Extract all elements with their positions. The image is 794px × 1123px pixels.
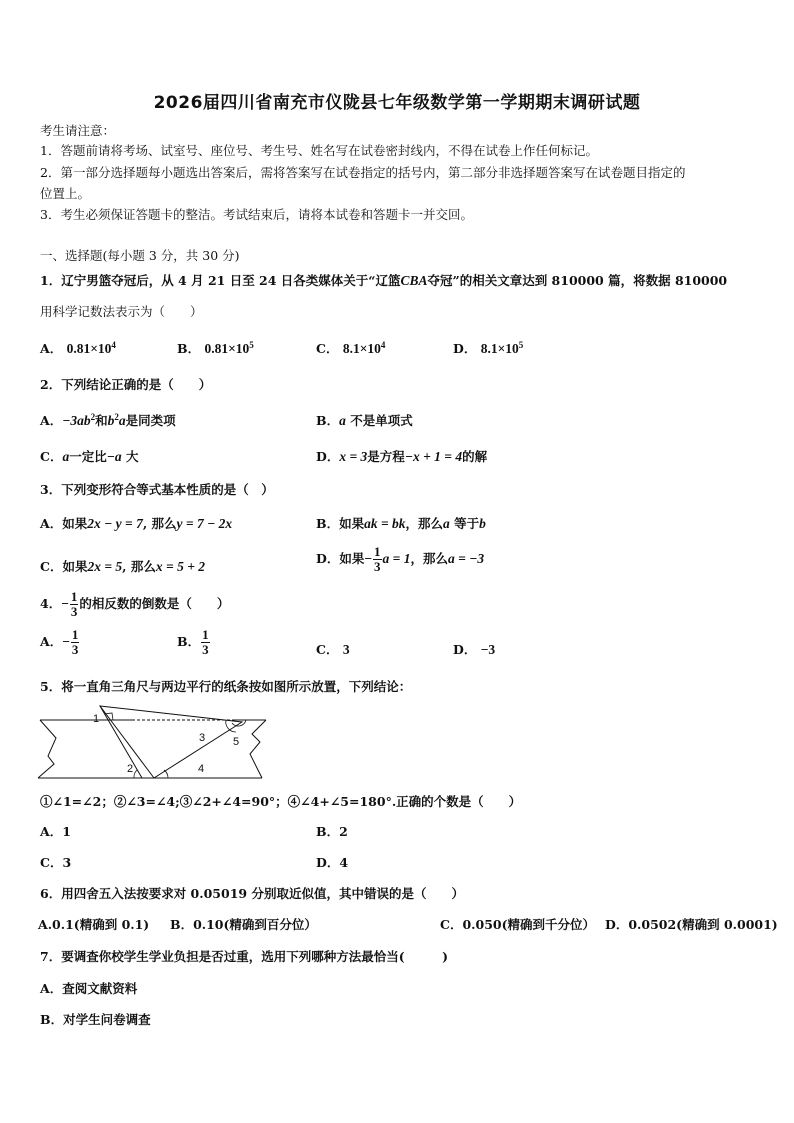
notice-item-3: 3．考生必须保证答题卡的整洁。考试结束后，请将本试卷和答题卡一并交回。	[40, 207, 473, 222]
q1-option-d[interactable]: D． $8.1\times 10^5$	[453, 339, 524, 356]
angle-label-1: 1	[93, 713, 100, 725]
q1-text-b: 夺冠”的相关文章达到 810000 篇，将数据 810000	[427, 273, 728, 288]
question-7-stem: 7．要调查你校学生学业负担是否过重，选用下列哪种方法最恰当( )	[40, 949, 449, 964]
q7-option-b[interactable]: B．对学生问卷调查	[40, 1012, 151, 1027]
notice-item-2-cont: 位置上。	[40, 186, 91, 201]
q5-option-c[interactable]: C．3	[40, 855, 72, 870]
set-square-leg	[100, 706, 142, 778]
strip-right-torn-edge	[250, 720, 266, 778]
q4-option-a[interactable]: A．− $\frac{1}{3}$	[40, 627, 79, 657]
section-heading: 一、选择题(每小题 3 分，共 30 分)	[40, 248, 240, 263]
q7-option-a[interactable]: A．查阅文献资料	[40, 981, 138, 996]
q5-option-b[interactable]: B．2	[316, 824, 348, 839]
notice-heading: 考生请注意：	[40, 123, 116, 138]
q4-option-d[interactable]: D． −3	[453, 642, 496, 657]
angle-label-4: 4	[198, 763, 205, 775]
q3-option-d[interactable]: D．如果− $\frac{1}{3}$ a = 1，那么a = −3	[316, 544, 485, 574]
q3-option-b[interactable]: B．如果ak = bk，那么a 等于b	[316, 516, 486, 531]
question-3-stem: 3．下列变形符合等式基本性质的是（ ）	[40, 482, 274, 497]
question-1-line-2: 用科学记数法表示为（ ）	[40, 304, 203, 319]
q2-option-b[interactable]: B．a 不是单项式	[316, 413, 413, 428]
q6-option-b[interactable]: B．0.10(精确到百分位）	[170, 917, 317, 932]
notice-item-2: 2．第一部分选择题每小题选出答案后，需将答案写在试卷指定的括号内，第二部分非选择题答案写在试卷题目指定的	[40, 165, 686, 180]
q1-math-cba: CBA	[400, 273, 428, 288]
q6-option-c[interactable]: C．0.050(精确到千分位）	[440, 917, 596, 932]
angle-arc-3	[226, 720, 236, 732]
q1-option-a[interactable]: A． $0.81\times 10^4$	[40, 339, 116, 356]
q2-option-c[interactable]: C．a一定比−a 大	[40, 449, 139, 464]
angle-label-5: 5	[233, 736, 240, 748]
angle-label-2: 2	[127, 763, 134, 775]
q2-option-a[interactable]: A．$-3ab^2$和$b^2a$是同类项	[40, 411, 176, 428]
notice-item-1: 1．答题前请将考场、试室号、座位号、考生号、姓名写在试卷密封线内，不得在试卷上作任何标记。	[40, 143, 598, 158]
angle-label-3: 3	[199, 732, 206, 744]
q3-option-a[interactable]: A．如果2x − y = 7, 那么y = 7 − 2x	[40, 516, 233, 531]
q3-option-c[interactable]: C．如果2x = 5, 那么x = 5 + 2	[40, 559, 206, 574]
strip-left-torn-edge	[38, 720, 56, 778]
question-5-stem: 5．将一直角三角尺与两边平行的纸条按如图所示放置，下列结论：	[40, 679, 412, 694]
q5-option-d[interactable]: D．4	[316, 855, 349, 870]
q4-option-c[interactable]: C． 3	[316, 642, 350, 657]
q4-option-b[interactable]: B． $\frac{1}{3}$	[177, 627, 209, 657]
question-6-stem: 6．用四舍五入法按要求对 0.05019 分别取近似值，其中错误的是（ ）	[40, 886, 464, 901]
q5-conclusions: ①∠1=∠2；②∠3=∠4;③∠2+∠4=90°；④∠4+∠5=180°.正确的个数是（ ）	[40, 794, 522, 809]
q1-text-a: 1．辽宁男篮夺冠后，从 4 月 21 日至 24 日各类媒体关于“辽篮	[40, 273, 401, 288]
q1-option-c[interactable]: C． $8.1\times 10^4$	[316, 339, 386, 356]
page-title: 2026届四川省南充市仪陇县七年级数学第一学期期末调研试题	[153, 93, 641, 113]
angle-arc-2	[134, 770, 137, 778]
q5-option-a[interactable]: A．1	[40, 824, 71, 839]
triangle-strip-figure	[36, 698, 272, 784]
question-4-stem: 4．− $\frac{1}{3}$ 的相反数的倒数是（ ）	[40, 589, 230, 619]
q6-option-a[interactable]: A.0.1(精确到 0.1)	[38, 917, 150, 932]
q1-option-b[interactable]: B． $0.81\times 10^5$	[177, 339, 254, 356]
question-1-line-1	[40, 271, 727, 289]
q6-option-d[interactable]: D．0.0502(精确到 0.0001)	[605, 917, 778, 932]
q2-option-d[interactable]: D．x = 3是方程−x + 1 = 4的解	[316, 449, 488, 464]
question-2-stem: 2．下列结论正确的是（ ）	[40, 377, 212, 392]
